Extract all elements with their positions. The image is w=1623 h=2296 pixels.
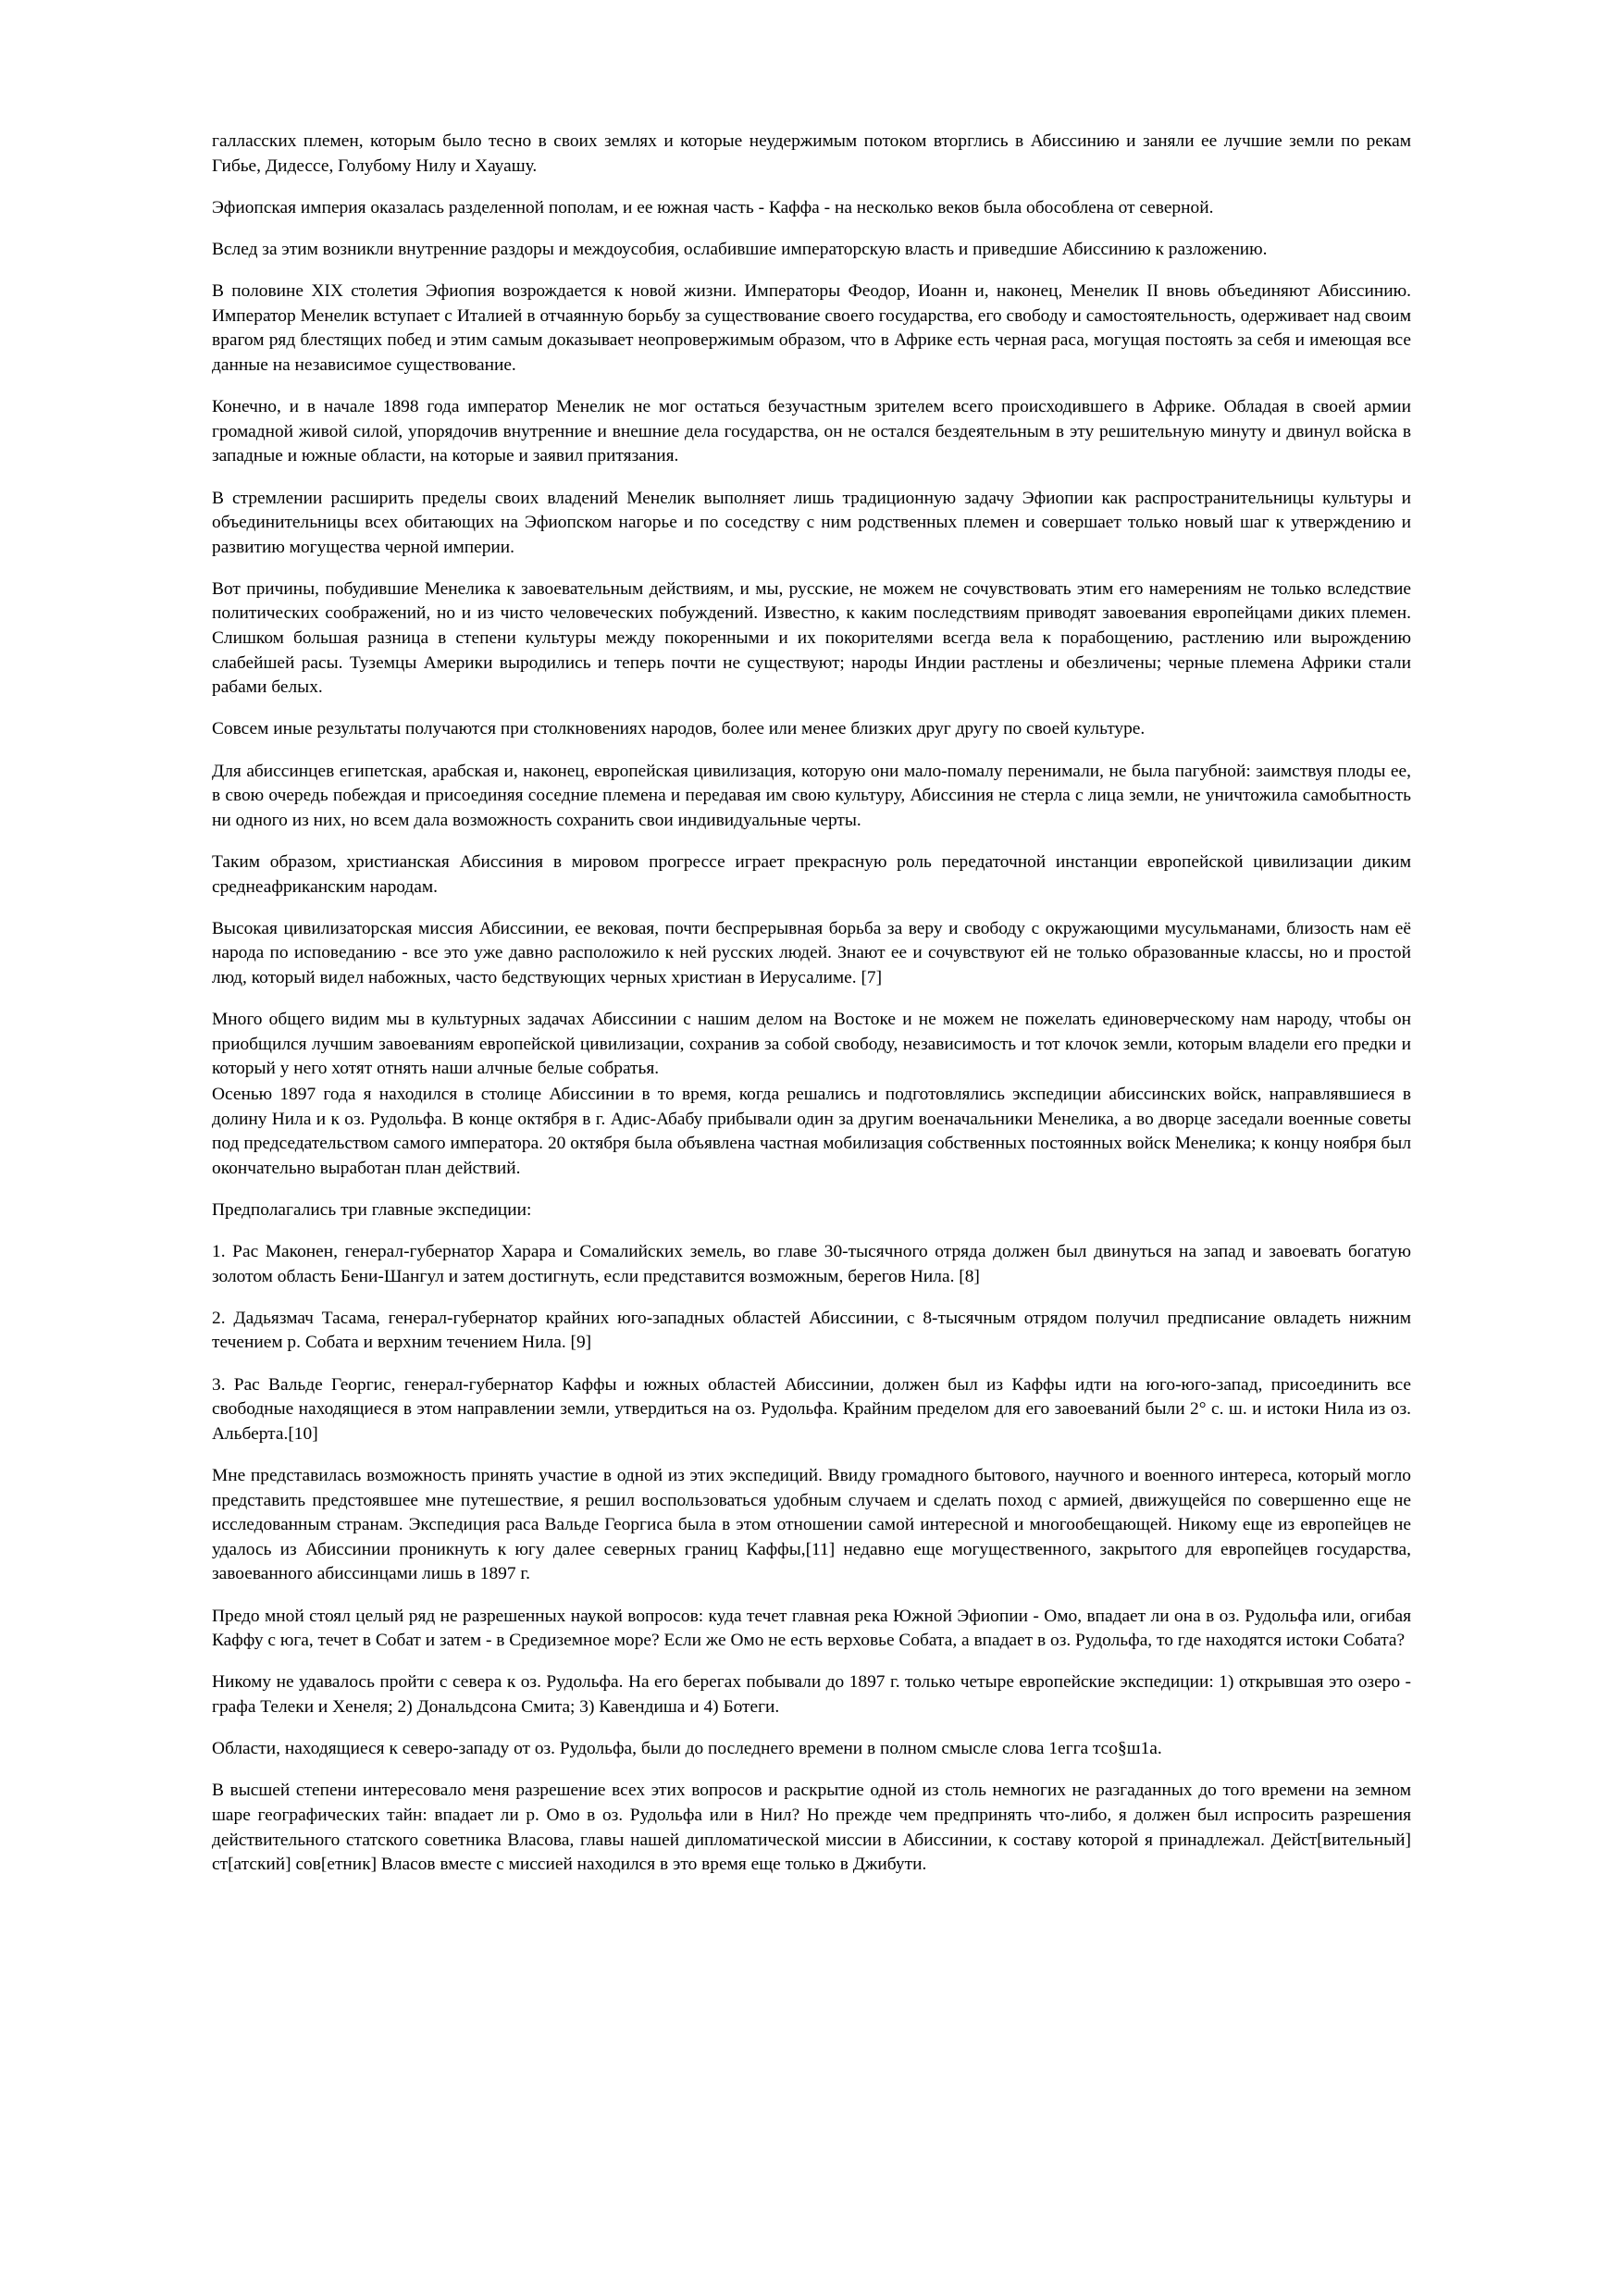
- list-item: 2. Дадьязмач Тасама, генерал-губернатор крайних юго-западных областей Абиссинии, с 8-тысячным отрядом получил предписание овладеть нижним течением р. Собата и верхним течением Нила. [9]: [212, 1308, 1411, 1353]
- paragraph: В высшей степени интересовало меня разрешение всех этих вопросов и раскрытие одной из столь немногих не разгаданных до того времени на земном шаре географических тайн: впадает ли р. Омо в оз. Рудольфа или в Нил? Но прежде чем предпринять что-либо, я должен был испросить разрешения действительного статского советника Власова, главы нашей дипломатической миссии в Абиссинии, к составу которой я принадлежал. Дейст[вительный] ст[атский] сов[етник] Власов вместе с миссией находился в это время еще только в Джибути.: [212, 1781, 1411, 1875]
- paragraph: галласских племен, которым было тесно в своих землях и которые неудержимым потоком вторглись в Абиссинию и заняли ее лучшие земли по рекам Гибье, Дидессе, Голубому Нилу и Хауашу.: [212, 131, 1411, 176]
- paragraph: В стремлении расширить пределы своих владений Менелик выполняет лишь традиционную задачу Эфиопии как распространительницы культуры и объединительницы всех обитающих на Эфиопском нагорье и по соседству с ним родственных племен и совершает только новый шаг к утверждению и развитию могущества черной империи.: [212, 488, 1411, 557]
- paragraph: Вслед за этим возникли внутренние раздоры и междоусобия, ослабившие императорскую власть и приведшие Абиссинию к разложению.: [212, 239, 1268, 259]
- paragraph: Области, находящиеся к северо-западу от оз. Рудольфа, были до последнего времени в полном смысле слова 1егга тсо§ш1а.: [212, 1739, 1162, 1759]
- paragraph: Эфиопская империя оказалась разделенной пополам, и ее южная часть - Каффа - на несколько веков была обособлена от северной.: [212, 197, 1214, 217]
- paragraph: Таким образом, христианская Абиссиния в мировом прогрессе играет прекрасную роль передаточной инстанции европейской цивилизации диким среднеафриканским народам.: [212, 852, 1411, 897]
- paragraph: Осенью 1897 года я находился в столице Абиссинии в то время, когда решались и подготовлялись экспедиции абиссинских войск, направлявшиеся в долину Нила и к оз. Рудольфа. В конце октября в г. Адис-Абабу прибывали один за другим военачальники Менелика, а во дворце заседали военные советы под председательством самого императора. 20 октября была объявлена частная мобилизация собственных постоянных войск Менелика; к концу ноября был окончательно выработан план действий.: [212, 1084, 1411, 1178]
- paragraph: Предо мной стоял целый ряд не разрешенных наукой вопросов: куда течет главная река Южной Эфиопии - Омо, впадает ли она в оз. Рудольфа или, огибая Каффу с юга, течет в Собат и затем - в Средиземное море? Если же Омо не есть верховье Собата, а впадает в оз. Рудольфа, то где находятся истоки Собата?: [212, 1606, 1411, 1651]
- paragraph: Конечно, и в начале 1898 года император Менелик не мог остаться безучастным зрителем всего происходившего в Африке. Обладая в своей армии громадной живой силой, упорядочив внутренние и внешние дела государства, он не остался бездеятельным в эту решительную минуту и двинул войска в западные и южные области, на которые и заявил притязания.: [212, 397, 1411, 466]
- paragraph: Предполагались три главные экспедиции:: [212, 1199, 532, 1220]
- paragraph: Высокая цивилизаторская миссия Абиссинии, ее вековая, почти беспрерывная борьба за веру и свободу с окружающими мусульманами, близость нам её народа по исповеданию - все это уже давно расположило к ней русских людей. Знают ее и сочувствуют ей не только образованные классы, но и простой люд, который видел набожных, часто бедствующих черных христиан в Иерусалиме. [7]: [212, 918, 1411, 987]
- paragraph: Для абиссинцев египетская, арабская и, наконец, европейская цивилизация, которую они мало-помалу перенимали, не была пагубной: заимствуя плоды ее, в свою очередь побеждая и присоединяя соседние племена и передавая им свою культуру, Абиссиния не стерла с лица земли, не уничтожила самобытность ни одного из них, но всем дала возможность сохранить свои индивидуальные черты.: [212, 761, 1411, 830]
- list-item: 3. Рас Вальде Георгис, генерал-губернатор Каффы и южных областей Абиссинии, должен был из Каффы идти на юго-юго-запад, присоединить все свободные находящиеся в этом направлении земли, утвердиться на оз. Рудольфа. Крайним пределом для его завоеваний были 2° с. ш. и истоки Нила из оз. Альберта.[10]: [212, 1374, 1411, 1444]
- paragraph: Много общего видим мы в культурных задачах Абиссинии с нашим делом на Востоке и не можем не пожелать единоверческому нам народу, чтобы он приобщился лучшим завоеваниям европейской цивилизации, сохранив за собой свободу, независимость и тот клочок земли, которым владели его предки и который у него хотят отнять наши алчные белые собратья.: [212, 1010, 1411, 1079]
- document-page: [212, 130, 1411, 1894]
- paragraph: В половине XIX столетия Эфиопия возрождается к новой жизни. Императоры Феодор, Иоанн и, наконец, Менелик II вновь объединяют Абиссинию. Император Менелик вступает с Италией в отчаянную борьбу за существование своего государства, его свободу и самостоятельность, одерживает над своим врагом ряд блестящих побед и этим самым доказывает неопровержимым образом, что в Африке есть черная раса, могущая постоять за себя и имеющая все данные на независимое существование.: [212, 281, 1411, 375]
- paragraph: Мне представилась возможность принять участие в одной из этих экспедиций. Ввиду громадного бытового, научного и военного интереса, который могло представить предстоявшее мне путешествие, я решил воспользоваться удобным случаем и сделать поход с армией, движущейся по совершенно еще не исследованным странам. Экспедиция раса Вальде Георгиса была в этом отношении самой интересной и многообещающей. Никому еще из европейцев не удалось из Абиссинии проникнуть к югу далее северных границ Каффы,[11] недавно еще могущественного, закрытого для европейцев государства, завоеванного абиссинцами лишь в 1897 г.: [212, 1466, 1411, 1584]
- paragraph: Вот причины, побудившие Менелика к завоевательным действиям, и мы, русские, не можем не сочувствовать этим его намерениям не только вследствие политических соображений, но и из чисто человеческих побуждений. Известно, к каким последствиям приводят завоевания европейцами диких племен. Слишком большая разница в степени культуры между покоренными и их покорителями всегда вела к порабощению, растлению или вырождению слабейшей расы. Туземцы Америки выродились и теперь почти не существуют; народы Индии растлены и обезличены; черные племена Африки стали рабами белых.: [212, 578, 1411, 698]
- paragraph: Никому не удавалось пройти с севера к оз. Рудольфа. На его берегах побывали до 1897 г. только четыре европейские экспедиции: 1) открывшая это озеро - графа Телеки и Хенеля; 2) Дональдсона Смита; 3) Кавендиша и 4) Ботеги.: [212, 1672, 1411, 1717]
- list-item: 1. Рас Маконен, генерал-губернатор Харара и Сомалийских земель, во главе 30-тысячного отряда должен был двинуться на запад и завоевать богатую золотом область Бени-Шангул и затем достигнуть, если представится возможным, берегов Нила. [8]: [212, 1242, 1411, 1286]
- paragraph: Совсем иные результаты получаются при столкновениях народов, более или менее близких друг другу по своей культуре.: [212, 719, 1146, 739]
